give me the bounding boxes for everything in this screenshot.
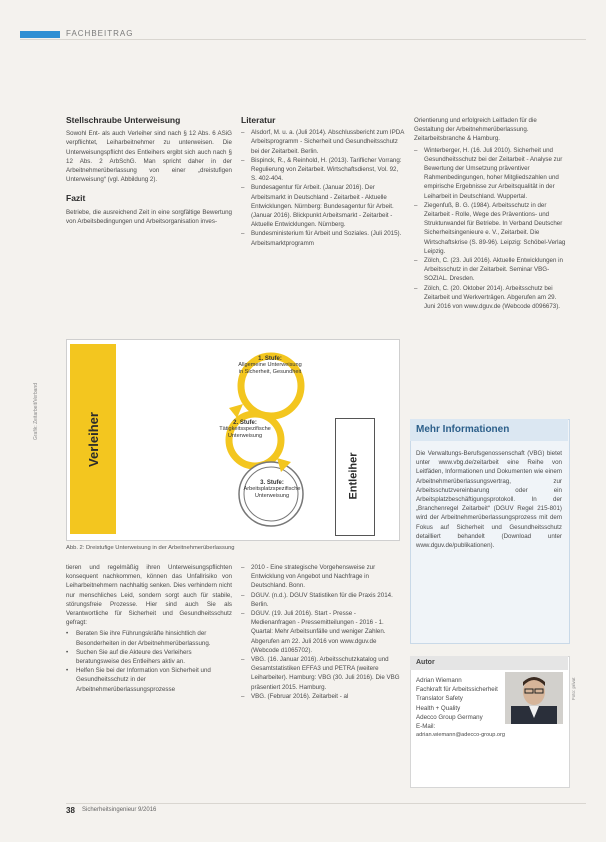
- graphic-credit: Grafik: Zeitarbeit/Verband: [33, 383, 39, 440]
- section-color-bar: [20, 31, 60, 38]
- fazit-heading: Fazit: [66, 193, 86, 204]
- literature-item: – DGUV. (19. Juli 2016). Start - Presse - Medienanfragen - Pressemitteilungen - 2016 - 1. Quartal: Mehr Arbeitsunfälle und weniger Zahlen. Abgerufen am 22. Juli 2016 von www.dguv.de (Webcode d1065702).: [251, 609, 401, 655]
- info-box-title: Mehr Informationen: [416, 424, 510, 435]
- section-label: FACHBEITRAG: [66, 29, 134, 38]
- bullet-item: • Beraten Sie ihre Führungskräfte hinsichtlich der Besonderheiten in der Arbeitnehmerüberlassung.: [76, 629, 232, 647]
- left-column: [66, 116, 232, 226]
- literature-heading: Literatur: [241, 115, 276, 125]
- author-photo: [505, 672, 563, 724]
- bullet-item: • Suchen Sie auf die Akteure des Verleihers beratungsweise des Entleihers aktiv an.: [76, 648, 232, 666]
- literature-continuation: Orientierung und erfolgreich Leitfaden für die Gestaltung der Arbeitnehmerüberlassung. Zeitarbeitsbranche & Hamburg.: [414, 117, 537, 143]
- literature-column: [241, 116, 405, 248]
- body-paragraph: tieren und regelmäßig ihren Unterweisungspflichten konsequent nachkommen, können das Unfallrisiko von Leiharbeitnehmern nachhaltig senken. Dies verhindern nicht nur menschliches Leid, sondern sorgt auch für stabile, störungsfreie Prozesse. Hier sind auch Sie als Verantwortliche für Sicherheit und Gesundheitsschutz gefragt:: [66, 564, 232, 627]
- literature-item: – VBG. (16. Januar 2016). Arbeitsschutzkatalog und Gesamtstatistiken EFFA3 und PETRA (weitere Leiharbeiter). Hamburg: VBG (30. Juli 2016). Die VBG präsentiert 2015. Hamburg.: [251, 655, 401, 692]
- stufe-2-label: 2. Stufe: Tätigkeitsspezifische Unterweisung: [219, 420, 271, 439]
- verleiher-label: Verleiher: [85, 411, 101, 467]
- body-paragraph: Sowohl Ent- als auch Verleiher sind nach § 12 Abs. 6 ASiG verpflichtet, Leiharbeitnehmer zu unterweisen. Die Unterweisungspflicht des Entleihers ergibt sich auch nach § 12 Abs. 2 ArbSchG. Man spricht daher in der Arbeitnehmerüberlassung von einer „dreistufigen Unterweisung“ (vgl. Abbildung 2).: [66, 130, 232, 184]
- author-role: Fachkraft für Arbeitssicherheit: [416, 686, 498, 694]
- literature-item: – DGUV. (n.d.). DGUV Statistiken für die Praxis 2014. Berlin.: [251, 591, 401, 609]
- section-heading: Stellschraube Unterweisung: [66, 115, 181, 125]
- publication-name: Sicherheitsingenieur 9/2016: [82, 807, 157, 813]
- body-paragraph: Betriebe, die ausreichend Zeit in eine sorgfältige Bewertung von Arbeitsbedingungen und Arbeitsorganisation inves-: [66, 208, 232, 225]
- photo-credit: Foto: privat: [571, 677, 576, 700]
- stufe-3-label: 3. Stufe: Arbeitsplatzspezifische Unterweisung: [243, 480, 301, 499]
- figure-dreistufige-unterweisung: [66, 339, 400, 541]
- author-email: adrian.wiemann@adecco-group.org: [416, 732, 506, 738]
- author-portrait-image: [505, 672, 563, 724]
- page-number: 38: [66, 806, 75, 815]
- literature-item: – Bundesagentur für Arbeit. (Januar 2016). Der Arbeitsmarkt in Deutschland - Zeitarbeit - Aktuelle Entwicklungen. Nürnberg: Bundesagentur für Arbeit. (Januar 2016). Blickpunkt Arbeitsmarkt - Zeitarbeit - Aktuelle Entwicklungen. Nürnberg.: [251, 183, 405, 229]
- literature-item: – Ziegenfuß, B. G. (1984). Arbeitsschutz in der Zeitarbeit - Rolle, Wege des Präventions- und Strukturwandel für Betriebe. In Verband Deutscher Sicherheitsingenieure e. V., Zeitarbeit. Die Wirtschaftskrise (S. 89-96). Leipzig: Schöbel-Verlag Leipzig.: [424, 201, 568, 256]
- author-heading: Autor: [416, 659, 435, 666]
- entleiher-label: Entleiher: [348, 452, 361, 500]
- header-divider: [20, 39, 586, 40]
- literature-item: – Bundesministerium für Arbeit und Soziales. (Juli 2015). Arbeitsmarktprogramm: [251, 229, 405, 247]
- literature-item: – Alsdorf, M. u. a. (Juli 2014). Abschlussbericht zum IPDA Arbeitsprogramm - Sicherheit und Gesundheitsschutz bei der Zeitarbeit. Berlin.: [251, 128, 405, 156]
- literature-item: – Zölch, C. (20. Oktober 2014). Arbeitsschutz bei Zeitarbeit und Werkverträgen. Abgerufen am 29. Juni 2016 von www.dguv.de (Webcode d096673).: [424, 284, 568, 312]
- footer-divider: [66, 803, 586, 804]
- author-title: Translator Safety: [416, 695, 463, 703]
- lower-left-column: [66, 563, 232, 694]
- literature-item: – VBG. (Februar 2016). Zeitarbeit - al: [251, 692, 401, 701]
- author-name: Adrian Wiemann: [416, 677, 462, 684]
- figure-caption: Abb. 2: Dreistufige Unterweisung in der Arbeitnehmerüberlassung: [66, 545, 235, 551]
- author-company: Adecco Group Germany: [416, 713, 483, 721]
- author-email-label: E-Mail:: [416, 723, 436, 731]
- bullet-item: • Helfen Sie bei der Information von Sicherheit und Gesundheitsschutz in der Arbeitnehmerüberlassungsprozesse: [76, 666, 232, 694]
- right-column: [414, 116, 568, 311]
- literature-item: – Zölch, C. (23. Juli 2016). Aktuelle Entwicklungen in Arbeitsschutz in der Zeitarbeit. Seminar VBG-SOZIAL. Dresden.: [424, 256, 568, 284]
- stufe-1-label: 1. Stufe: Allgemeine Unterweisung in Sicherheit, Gesundheit: [238, 356, 302, 375]
- literature-item: – Bispinck, R., & Reinhold, H. (2013). Tariflicher Vorrang: Regulierung von Zeitarbeit. Wirtschaftsdienst, Vol. 92, S. 402-404.: [251, 156, 405, 184]
- author-details: [416, 676, 506, 731]
- author-org: Health + Quality: [416, 704, 461, 712]
- info-box-text: Die Verwaltungs-Berufsgenossenschaft (VBG) bietet unter www.vbg.de/zeitarbeit eine Reihe von Leitfäden, Informationen und Dokumenten wie einem Arbeitnehmerüberlassungsvertrag, zur Arbeitsschutzvereinbarung oder ein Arbeitsplatzbeschäftigungsprotokoll. In der „Branchenregel Zeitarbeit“ (DGUV Regel 215-801) wird der Arbeitnehmerüberlassungsprozess mit dem Fokus auf Sicherheit und Gesundheitsschutz detailliert behandelt (Download unter www.dguv.de/publikationen).: [416, 450, 562, 550]
- literature-item: – Winterberger, H. (16. Juli 2010). Sicherheit und Gesundheitsschutz bei der Zeitarbeit - Analyse zur Bewertung der Umsetzung präventiver Rahmenbedingungen, hoher Mitgliedszahlen und empirische Ergebnisse zur Arbeitsqualität in der Leiharbeit in Deutschland. Wuppertal.: [424, 146, 568, 201]
- literature-item: – 2010 - Eine strategische Vorgehensweise zur Entwicklung von Angebot und Nachfrage in Deutschland. Bonn.: [251, 563, 401, 591]
- lower-literature-column: [241, 563, 401, 701]
